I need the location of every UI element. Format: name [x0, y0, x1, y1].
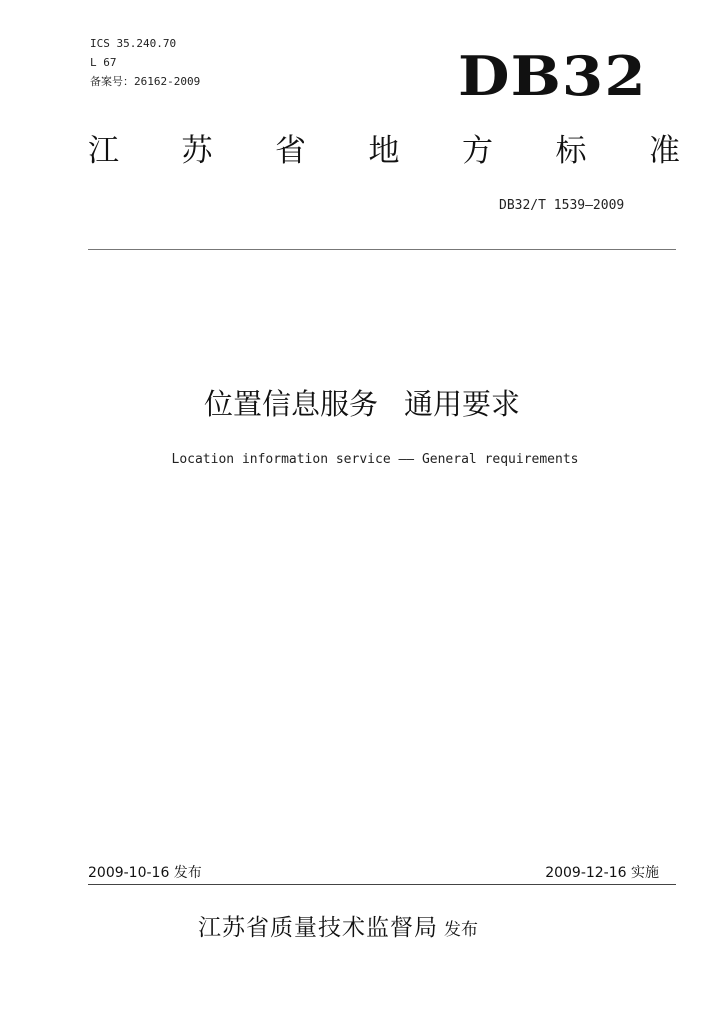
standard-type-char: 江	[88, 133, 119, 169]
document-title-chinese	[0, 382, 724, 426]
footer-divider	[88, 884, 676, 885]
issuer-suffix: 发布	[444, 920, 478, 940]
title-cn-part1: 位置信息服务	[203, 387, 378, 421]
header-divider	[88, 249, 676, 250]
standard-type-heading	[88, 128, 680, 174]
ccs-code: L 67	[90, 56, 117, 69]
implementation-date: 2009-12-16 实施	[545, 865, 659, 881]
standard-number: DB32/T 1539—2009	[499, 198, 625, 213]
standard-type-char: 省	[275, 133, 306, 169]
standard-type-char: 方	[462, 133, 493, 169]
record-number: 备案号：26162-2009	[90, 75, 201, 88]
issue-date: 2009-10-16 发布	[88, 865, 202, 881]
standard-type-char: 准	[649, 133, 680, 169]
standard-logo: DB32	[458, 44, 647, 108]
classification-block	[90, 34, 200, 91]
standard-type-char: 地	[368, 133, 400, 169]
title-cn-part2: 通用要求	[404, 387, 521, 421]
document-title-english: Location information service —— General requirements	[171, 452, 579, 467]
issuer-name: 江苏省质量技术监督局	[198, 915, 438, 941]
ics-code: ICS 35.240.70	[90, 37, 177, 50]
standard-type-char: 标	[555, 133, 587, 169]
standard-type-char: 苏	[181, 133, 213, 169]
issuing-authority	[198, 910, 478, 948]
